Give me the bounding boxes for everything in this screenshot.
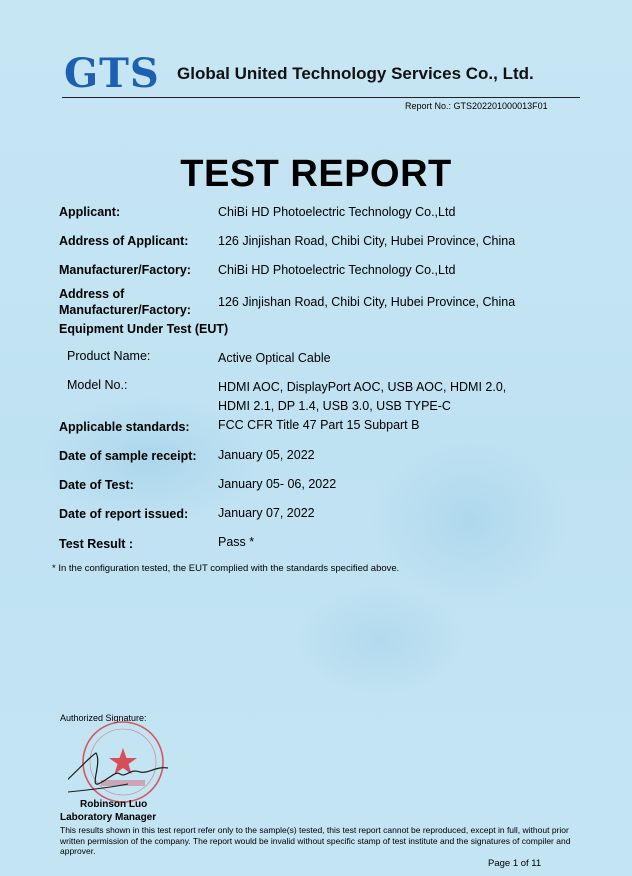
test-date-label: Date of Test: [59, 478, 134, 492]
eut-label: Equipment Under Test (EUT) [59, 322, 229, 336]
receipt-date-value: January 05, 2022 [218, 448, 315, 462]
gts-logo: GTS [64, 50, 160, 97]
page-title: TEST REPORT [180, 153, 452, 195]
header-divider [62, 97, 580, 98]
company-stamp-icon [68, 718, 178, 808]
product-name-value: Active Optical Cable [218, 351, 331, 365]
model-value-line2: HDMI 2.1, DP 1.4, USB 3.0, USB TYPE-C [218, 399, 451, 413]
model-label: Model No.: [67, 378, 128, 392]
test-result-label: Test Result : [59, 537, 134, 551]
issued-date-label: Date of report issued: [59, 507, 189, 521]
receipt-date-label: Date of sample receipt: [59, 449, 197, 463]
disclaimer-text: This results shown in this test report refer only to the sample(s) tested, this test report cannot be reproduced, except in full, without prior written permission of the company. The report would be invalid without specific stamp of test institute and the signatures of compiler and approver. [60, 825, 571, 856]
model-value-line1: HDMI AOC, DisplayPort AOC, USB AOC, HDMI 2.0, [218, 380, 507, 394]
test-date-value: January 05- 06, 2022 [218, 477, 337, 491]
address-value: 126 Jinjishan Road, Chibi City, Hubei Province, China [218, 234, 516, 248]
applicant-value: ChiBi HD Photoelectric Technology Co.,Ltd [218, 205, 456, 219]
footnote: * In the configuration tested, the EUT complied with the standards specified above. [52, 563, 400, 574]
manufacturer-label: Manufacturer/Factory: [59, 263, 191, 277]
signer-title: Laboratory Manager [60, 812, 157, 823]
address-label: Address of Applicant: [59, 234, 189, 248]
mfr-address-value: 126 Jinjishan Road, Chibi City, Hubei Province, China [218, 295, 516, 309]
applicant-label: Applicant: [59, 205, 121, 219]
company-name: Global United Technology Services Co., Ltd. [177, 64, 534, 83]
manufacturer-value: ChiBi HD Photoelectric Technology Co.,Ltd [218, 263, 456, 277]
standards-label: Applicable standards: [59, 420, 190, 434]
mfr-address-label-line1: Address of [59, 287, 125, 301]
signer-name: Robinson Luo [80, 799, 148, 810]
product-name-label: Product Name: [67, 349, 151, 363]
issued-date-value: January 07, 2022 [218, 506, 315, 520]
mfr-address-label-line2: Manufacturer/Factory: [59, 303, 191, 317]
page-number: Page 1 of 11 [488, 858, 542, 869]
authorized-signature-label: Authorized Signature: [60, 713, 147, 723]
report-number: Report No.: GTS202201000013F01 [405, 101, 548, 111]
standards-value: FCC CFR Title 47 Part 15 Subpart B [218, 418, 420, 432]
test-result-value: Pass * [218, 535, 255, 549]
